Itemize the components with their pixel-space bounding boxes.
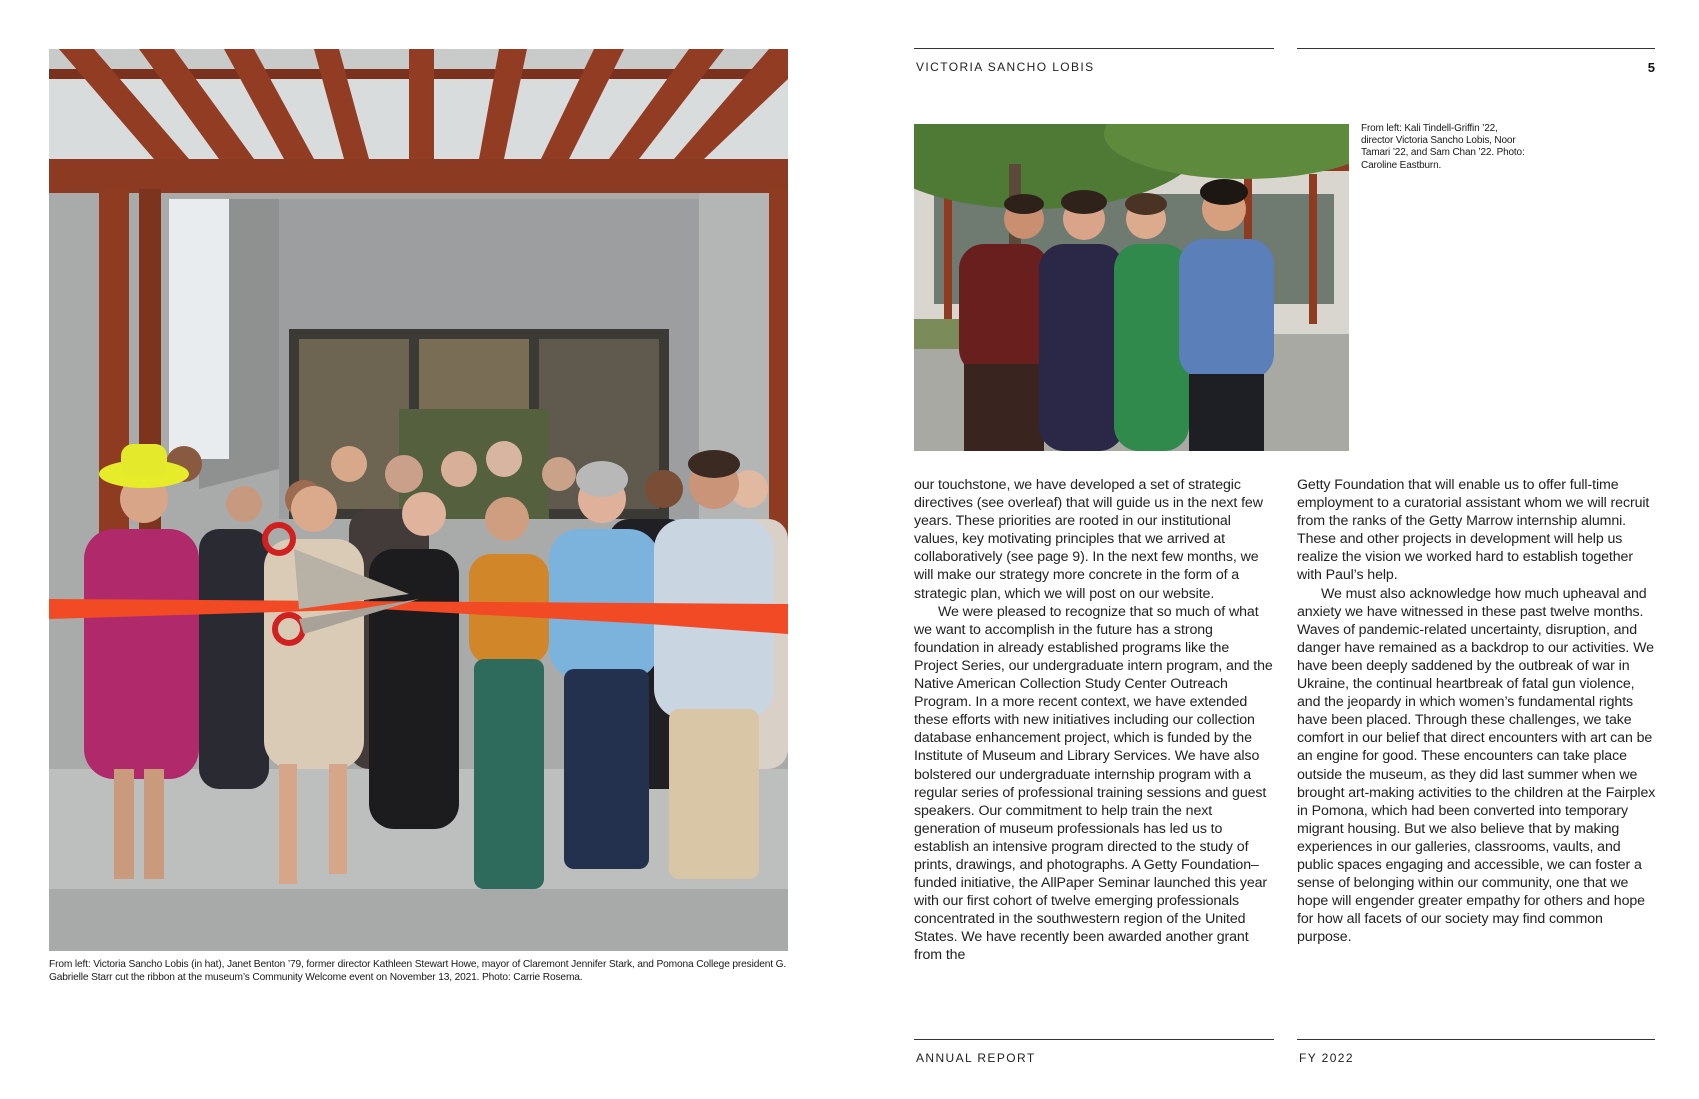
running-footer-title: ANNUAL REPORT — [916, 1051, 1036, 1065]
body-column-right — [1297, 476, 1657, 946]
group-photo-caption: From left: Kali Tindell-Griffin ’22, director Victoria Sancho Lobis, Noor Tamari ’22, and Sam Chan ’22. Photo: Caroline Eastburn. — [1361, 123, 1525, 171]
header-rule-left — [914, 48, 1274, 49]
running-header-author: VICTORIA SANCHO LOBIS — [916, 60, 1095, 74]
ribbon-cutting-photo — [49, 49, 788, 951]
group-photo-illustration — [914, 124, 1349, 451]
body-paragraph: our touchstone, we have developed a set of strategic directives (see overleaf) that will guide us in the next few years. These priorities are rooted in our institutional values, key motivating principles that we arrived at collaboratively (see page 9). In the next few months, we will make our strategy more concrete in the form of a strategic plan, which we will post on our website. — [914, 477, 1263, 602]
body-paragraph: Getty Foundation that will enable us to offer full-time employment to a curatorial assistant whom we will recruit from the ranks of the Getty Marrow internship alumni. These and other projects in development will help us realize the vision we worked hard to establish together with Paul’s help. — [1297, 477, 1650, 584]
group-photo — [914, 124, 1349, 451]
page-number: 5 — [1647, 60, 1655, 75]
footer-rule-right — [1297, 1039, 1655, 1040]
footer-rule-left — [914, 1039, 1274, 1040]
body-paragraph: We must also acknowledge how much upheaval and anxiety we have witnessed in these past twelve months. Waves of pandemic-related uncertainty, disruption, and danger have remained as a backdrop to our activities. We have been deeply saddened by the outbreak of war in Ukraine, the continual heartbreak of fatal gun violence, and the jeopardy in which women’s fundamental rights have been placed. Through these challenges, we take comfort in our belief that direct encounters with art can be an engine for good. These encounters can take place outside the museum, as they did last summer when we brought art-making activities to the children at the Fairplex in Pomona, which had been converted into temporary migrant housing. But we also believe that by making experiences in our galleries, classrooms, vaults, and public spaces engaging and accessible, we can foster a sense of belonging within our community, one that we hope will engender greater empathy for others and hope for how all facets of our society may find common purpose. — [1297, 585, 1656, 946]
body-column-left — [914, 476, 1274, 965]
main-photo-caption: From left: Victoria Sancho Lobis (in hat), Janet Benton ’79, former director Kathleen Stewart Howe, mayor of Claremont Jennifer Stark, and Pomona College president G. Gabrielle Starr cut the ribbon at the museum’s Community Welcome event on November 13, 2021. Photo: Carrie Rosema. — [49, 959, 787, 983]
header-rule-right — [1297, 48, 1655, 49]
ribbon-cutting-illustration — [49, 49, 788, 951]
body-paragraph: We were pleased to recognize that so much of what we want to accomplish in the future has a strong foundation in already established programs like the Project Series, our undergraduate intern program, and the Native American Collection Study Center Outreach Program. In a more recent context, we have extended these efforts with new initiatives including our collection database enhancement project, which is funded by the Institute of Museum and Library Services. We have also bolstered our undergraduate internship program with a regular series of professional training sessions and guest speakers. Our commitment to help train the next generation of museum professionals has led us to establish an intensive program directed to the study of prints, drawings, and photographs. A Getty Foundation–funded initiative, the AllPaper Seminar launched this year with our first cohort of twelve emerging professionals concentrated in the southwestern region of the United States. We have recently been awarded another grant from the — [914, 603, 1273, 964]
running-footer-year: FY 2022 — [1299, 1051, 1354, 1065]
